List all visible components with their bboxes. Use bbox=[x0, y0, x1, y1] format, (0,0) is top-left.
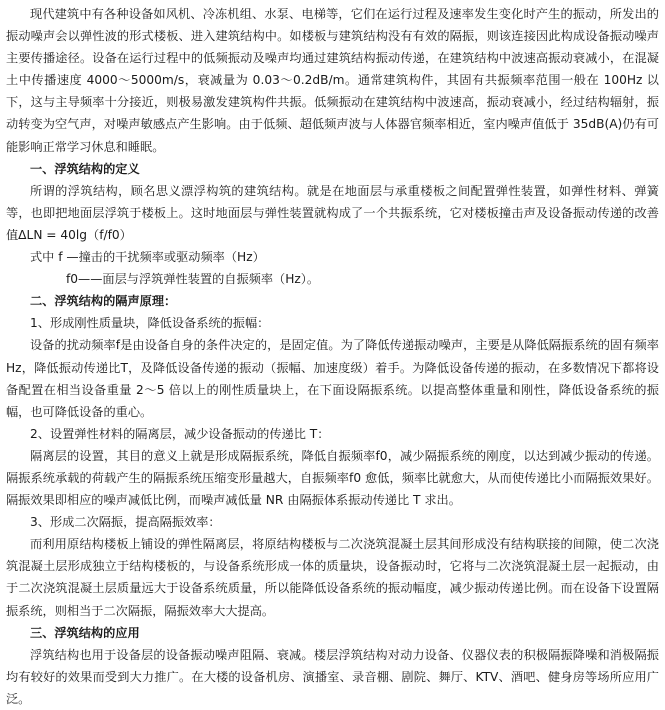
application-paragraph: 浮筑结构也用于设备层的设备振动噪声阻隔、衰减。楼层浮筑结构对动力设备、仪器仪表的积极隔振降噪和消极隔振均有较好的效果而受到大力推广。在大楼的设备机房、演播室、录音棚、剧院、舞厅、KTV、酒吧、健身房等场所应用广泛。 bbox=[6, 647, 659, 706]
principle-item2-paragraph: 隔离层的设置，其目的意义上就是形成隔振系统，降低自振频率f0，减少隔振系统的刚度，以达到减少振动的传递。隔振系统承载的荷载产生的隔振系统压缩变形量越大，自振频率f0 愈低，频率比就愈大，从而使传递比小而隔振效果好。隔振效果即相应的噪声减低比例，而噪声减低量 NR 由隔振体系振动传递比 T 求出。 bbox=[6, 448, 659, 508]
principle-item1-paragraph: 设备的扰动频率f是由设备自身的条件决定的，是固定值。为了降低传递振动噪声，主要是从降低隔振系统的固有频率Hz，降低振动传递比T，及降低设备传递的振动（振幅、加速度级）着手。为降低设备传递的振动，在多数情况下都将设备配置在相当设备重量 2～5 倍以上的刚性质量块上，在下面设隔振系统。以提高整体重量和刚性，降低设备系统的振幅，也可降低设备的重心。 bbox=[6, 338, 659, 419]
principle-item3-title: 3、形成二次隔振，提高隔振效率： bbox=[30, 515, 221, 530]
section-heading-definition: 一、浮筑结构的定义 bbox=[30, 161, 140, 176]
formula-f-line: 式中 f —撞击的干扰频率或驱动频率（Hz） bbox=[30, 250, 265, 265]
intro-paragraph: 现代建筑中有各种设备如风机、冷冻机组、水泵、电梯等，它们在运行过程及速率发生变化时产生的振动，所发出的振动噪声会以弹性波的形式楼板、进入建筑结构中。如楼板与建筑结构没有有效的隔振，则该连接因此构成设备振动噪声主要传播途径。设备在运行过程中的低频振动及噪声均通过建筑结构振动传递，在建筑结构中波速高振动衰减小，在混凝土中传播速度 4000～5000m/s，衰减量为 0.03～0.2dB/m。通常建筑构件，其固有共振频率范围一般在 100Hz 以下，这与主导频率十分接近，则极易激发建筑构件共振。低频振动在建筑结构中波速高，振动衰减小，经过结构辐射，振动转变为空气声，对噪声敏感点产生影响。由于低频、超低频声波与人体器官频率相近，室内噪声值低于 35dB(A)仍有可能影响正常学习休息和睡眠。 bbox=[6, 7, 659, 154]
principle-item2-title: 2、设置弹性材料的隔离层，减少设备振动的传递比 T： bbox=[30, 426, 330, 441]
principle-item3-paragraph: 而利用原结构楼板上铺设的弹性隔离层，将原结构楼板与二次浇筑混凝土层其间形成没有结构联接的间隙，使二次浇筑混凝土层形成独立于结构楼板的，与设备系统形成一体的质量块，设备振动时，它将与二次浇筑混凝土层一起振动，由于二次浇筑混凝土层质量远大于设备系统质量，所以能降低设备系统的振动幅度，减少振动传递比例。而在设备下设置隔振系统，则相当于二次隔振，隔振效率大大提高。 bbox=[6, 537, 659, 618]
definition-paragraph: 所谓的浮筑结构，顾名思义漂浮构筑的建筑结构。就是在地面层与承重楼板之间配置弹性装置，如弹性材料、弹簧等，也即把地面层浮筑于楼板上。这时地面层与弹性装置就构成了一个共振系统，它对楼板撞击声及设备振动传递的改善值ΔLN = 40lg（f/f0） bbox=[6, 183, 659, 242]
section-heading-application: 三、浮筑结构的应用 bbox=[30, 625, 140, 640]
section-heading-principle: 二、浮筑结构的隔声原理： bbox=[30, 294, 177, 309]
formula-f0-line: f0——面层与浮筑弹性装置的自振频率（Hz）。 bbox=[66, 272, 320, 287]
principle-item1-title: 1、形成刚性质量块，降低设备系统的振幅： bbox=[30, 316, 270, 331]
